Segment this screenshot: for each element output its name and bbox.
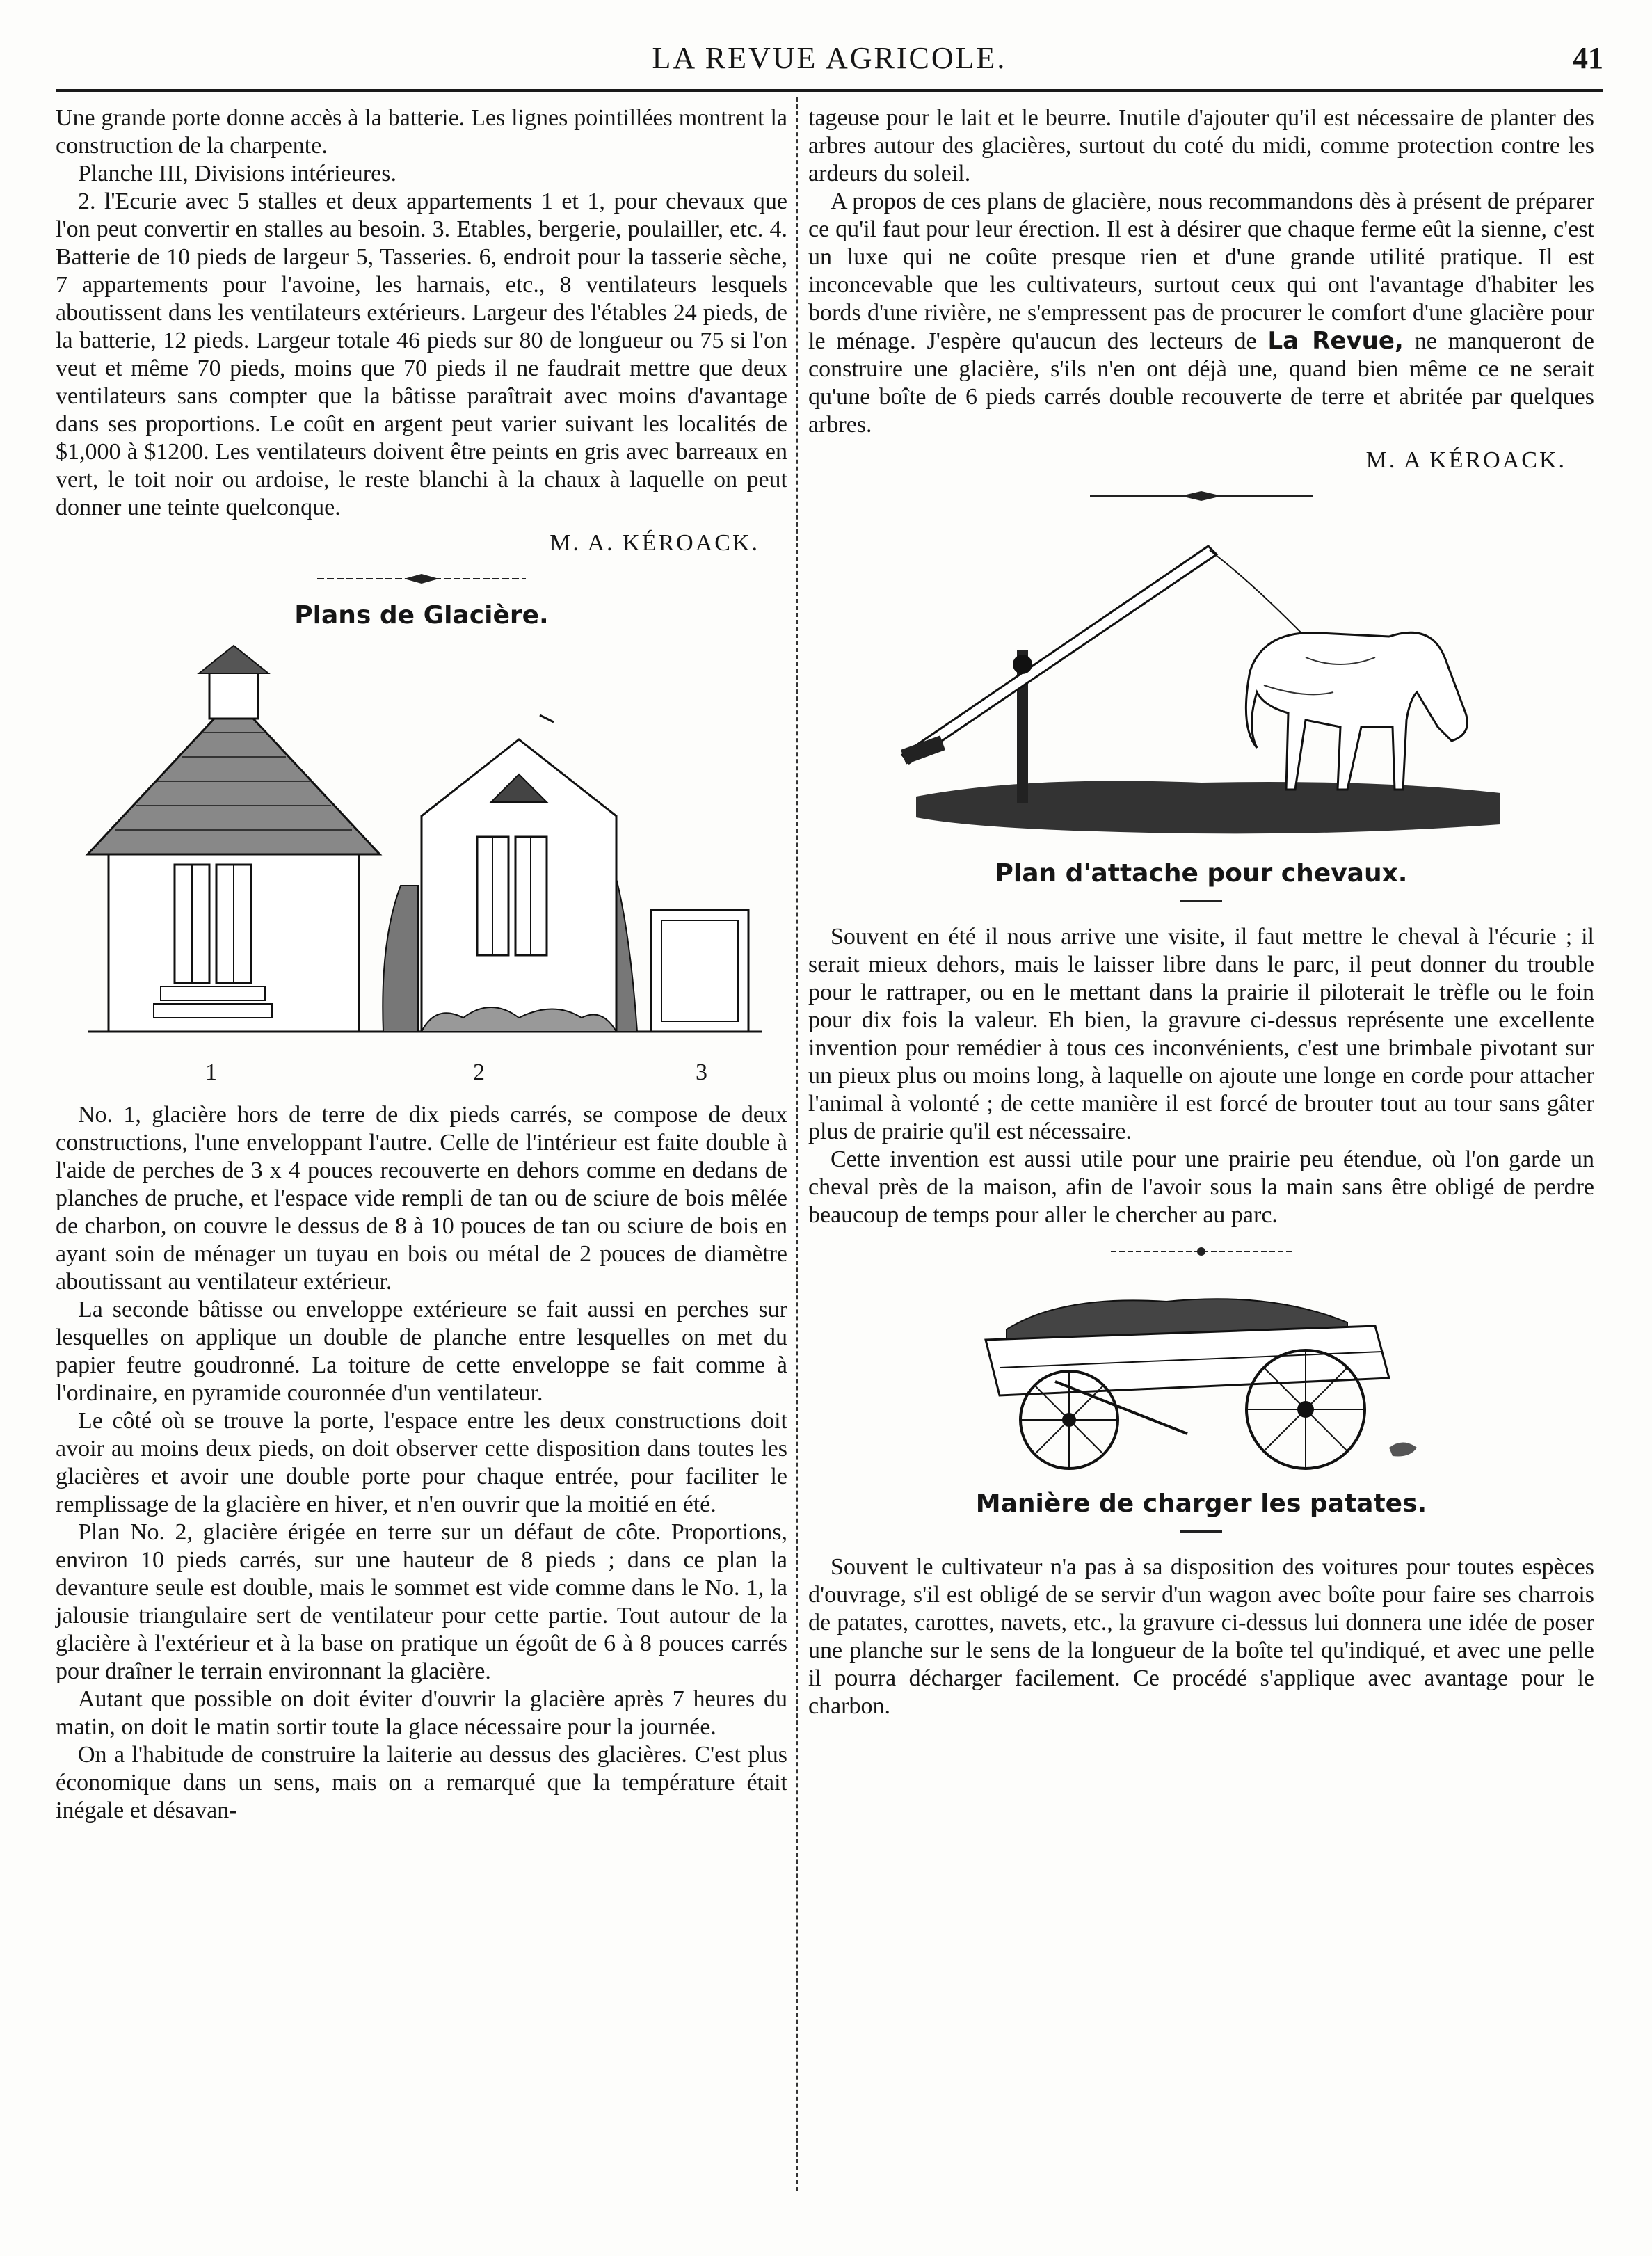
- glaciere-2-drawing: [383, 715, 637, 1032]
- paragraph: Plan No. 2, glacière érigée en terre sur un défaut de côte. Proportions, environ 10 pieds carrés, sur une hauteur de 8 pieds ; dans ce plan la devanture seule est double, mais le sommet est vide comme dans le No. 1, la jalousie triangulaire sert de ventilateur pour cette partie. Tout autour de la glacière à l'extérieur et à la base on pratique un égoût de 6 à 8 pouces carrés pour draîner le terrain environnant la glacière.: [56, 1519, 787, 1684]
- paragraph-text: A propos de ces plans de glacière, nous recommandons dès à présent de préparer ce qu'il faut pour leur érection. Il est à désirer que chaque ferme eût la sienne, c'est un luxe qui ne coûte presque rien et d'une grande utilité pratique. Il est inconcevable que les cultivateurs, surtout ceux qui ont l'avantage d'habiter les bords d'une rivière, ne s'empressent pas de procurer le comfort d'une glacière pour le ménage. J'espère qu'aucun des lecteurs de: [808, 189, 1594, 354]
- ornament-divider: [1083, 489, 1320, 503]
- potato-wagon-illustration: [958, 1274, 1445, 1482]
- section-title-wagon: Manière de charger les patates.: [975, 1489, 1427, 1518]
- running-head: [56, 28, 1603, 83]
- paragraph: Autant que possible on doit éviter d'ouvrir la glacière après 7 heures du matin, on doit le matin sortir toute la glace nécessaire pour la journée.: [56, 1686, 787, 1740]
- page-number: 41: [1573, 41, 1603, 75]
- horse-figure: [1246, 632, 1467, 790]
- paragraph: tageuse pour le lait et le beurre. Inutile d'ajouter qu'il est nécessaire de planter des arbres autour des glacières, surtout du coté du midi, comme protection contre les ardeurs du soleil.: [808, 105, 1594, 186]
- figure-number: 1: [205, 1059, 217, 1085]
- paragraph: On a l'habitude de construire la laiterie au dessus des glacières. C'est plus économique dans un sens, mais on a remarqué que la température était inégale et désavan-: [56, 1742, 787, 1823]
- paragraph: No. 1, glacière hors de terre de dix pieds carrés, se compose de deux constructions, l'une enveloppant l'autre. Celle de l'intérieur est faite double à l'aide de perches de 3 x 4 pouces recouverte en dehors comme en dedans de planches de pruche, et l'espace vide rempli de tan ou de sciure de bois mêlée de charbon, on couvre le dessus de 8 à 10 pouces de tan ou sciure de bois en ayant soin de ménager un tuyau en bois ou métal de 2 pouces de diamètre aboutissant au ventilateur extérieur.: [56, 1102, 787, 1295]
- ornament-divider: [1104, 1245, 1299, 1258]
- paragraph: Une grande porte donne accès à la batterie. Les lignes pointillées montrent la construction de la charpente.: [56, 105, 787, 159]
- paragraph: [808, 188, 1594, 439]
- signature: M. A. KÉROACK.: [550, 530, 760, 556]
- short-rule: [1180, 1530, 1222, 1533]
- paragraph: 2. l'Ecurie avec 5 stalles et deux appartements 1 et 1, pour chevaux que l'on peut convertir en stalles au besoin. 3. Etables, bergerie, poulailler, etc. 4. Batterie de 10 pieds de largeur 5, Tasseries. 6, endroit pour la tasserie sèche, 7 appartements pour l'avoine, les harnais, etc., 8 ventilateurs lesquels aboutissent dans les ventilateurs extérieurs. Largeur des l'étables 24 pieds, de la batterie, 12 pieds. Largeur totale 46 pieds sur 80 de longueur ou 75 si l'on veut et même 70 pieds, moins que 70 pieds il ne faudrait mettre que deux ventilateurs sans compter que la bâtisse paraîtrait avec moins d'avantage dans ses proportions. Le coût en argent peut varier suivant les localités de $1,000 à $1200. Les ventilateurs doivent être peints en gris avec barreaux en vert, le toit noir ou ardoise, le reste blanchi à la chaux à laquelle on peut donner une teinte quelconque.: [56, 189, 787, 520]
- running-title: LA REVUE AGRICOLE.: [652, 41, 1007, 75]
- paragraph: Souvent en été il nous arrive une visite, il faut mettre le cheval à l'écurie ; il serait mieux dehors, mais le laisser libre dans le parc, il peut donner du trouble pour le rattraper, ou en le mettant dans la prairie il piloterait le trèfle ou le foin pour dix fois la valeur. Eh bien, la gravure ci-dessus représente une excellente invention pour remédier à tous ces inconvénients, c'est une brimbale pivotant sur un pieux plus ou moins long, à laquelle on ajoute une longe en corde pour attacher l'animal à volonté ; de cette manière il est forcé de brouter tout au tour sans gâter plus de prairie qu'il est nécessaire.: [808, 924, 1594, 1144]
- figure-number: 2: [473, 1059, 485, 1085]
- header-rule: [56, 89, 1603, 92]
- figure-number: 3: [696, 1059, 707, 1085]
- section-title-horse: Plan d'attache pour chevaux.: [995, 859, 1408, 888]
- glaciere-1-drawing: [88, 646, 380, 1032]
- glaciere-3-drawing: [651, 910, 748, 1032]
- glaciere-illustration: [74, 642, 769, 1059]
- paragraph-text: ne manqueront de construire une glacière, s'ils n'en ont déjà une, quand bien même ce ne serait qu'une boîte de 6 pieds carrés double recouverte de terre et abritée par quelques arbres.: [808, 328, 1595, 438]
- ornament-divider: [310, 572, 533, 586]
- signature: M. A KÉROACK.: [1365, 447, 1566, 473]
- short-rule: [1180, 900, 1222, 902]
- left-column: [56, 104, 787, 1825]
- paragraph: Planche III, Divisions intérieures.: [78, 161, 396, 186]
- paragraph: Souvent le cultivateur n'a pas à sa disposition des voitures pour toutes espèces d'ouvrage, s'il est obligé de se servir d'un wagon avec boîte pour faire ses charrois de patates, carottes, navets, etc., la gravure ci-dessus lui donnera une idée de poser une planche sur le sens de la longueur de la boîte tel qu'indiqué, et avec une pelle il pourra décharger facilement. Ce procédé s'applique avec avantage pour le charbon.: [808, 1554, 1594, 1719]
- right-column: [808, 104, 1594, 1720]
- column-divider: [796, 97, 798, 2191]
- paragraph: Cette invention est aussi utile pour une prairie peu étendue, où l'on garde un cheval près de la maison, afin de l'avoir sous la main sans être obligé de perdre beaucoup de temps pour aller le chercher au parc.: [808, 1146, 1594, 1228]
- section-title-glaciere: Plans de Glacière.: [294, 601, 549, 630]
- figure-numbers: [56, 1059, 787, 1094]
- horse-tether-illustration: [888, 518, 1514, 852]
- paragraph: Le côté où se trouve la porte, l'espace entre les deux constructions doit avoir au moins deux pieds, on doit observer cette disposition dans toutes les glacières et avoir une double porte pour chaque entrée, pour faciliter le remplissage de la glacière en hiver, et n'en ouvrir que la moitié en été.: [56, 1408, 787, 1517]
- paragraph: La seconde bâtisse ou enveloppe extérieure se fait aussi en perches sur lesquelles on applique un double de planche entre lesquelles on met du papier feutre goudronné. La toiture de cette enveloppe se fait comme à l'ordinaire, en pyramide couronnée d'un ventilateur.: [56, 1297, 787, 1406]
- revue-name: La Revue,: [1267, 327, 1404, 355]
